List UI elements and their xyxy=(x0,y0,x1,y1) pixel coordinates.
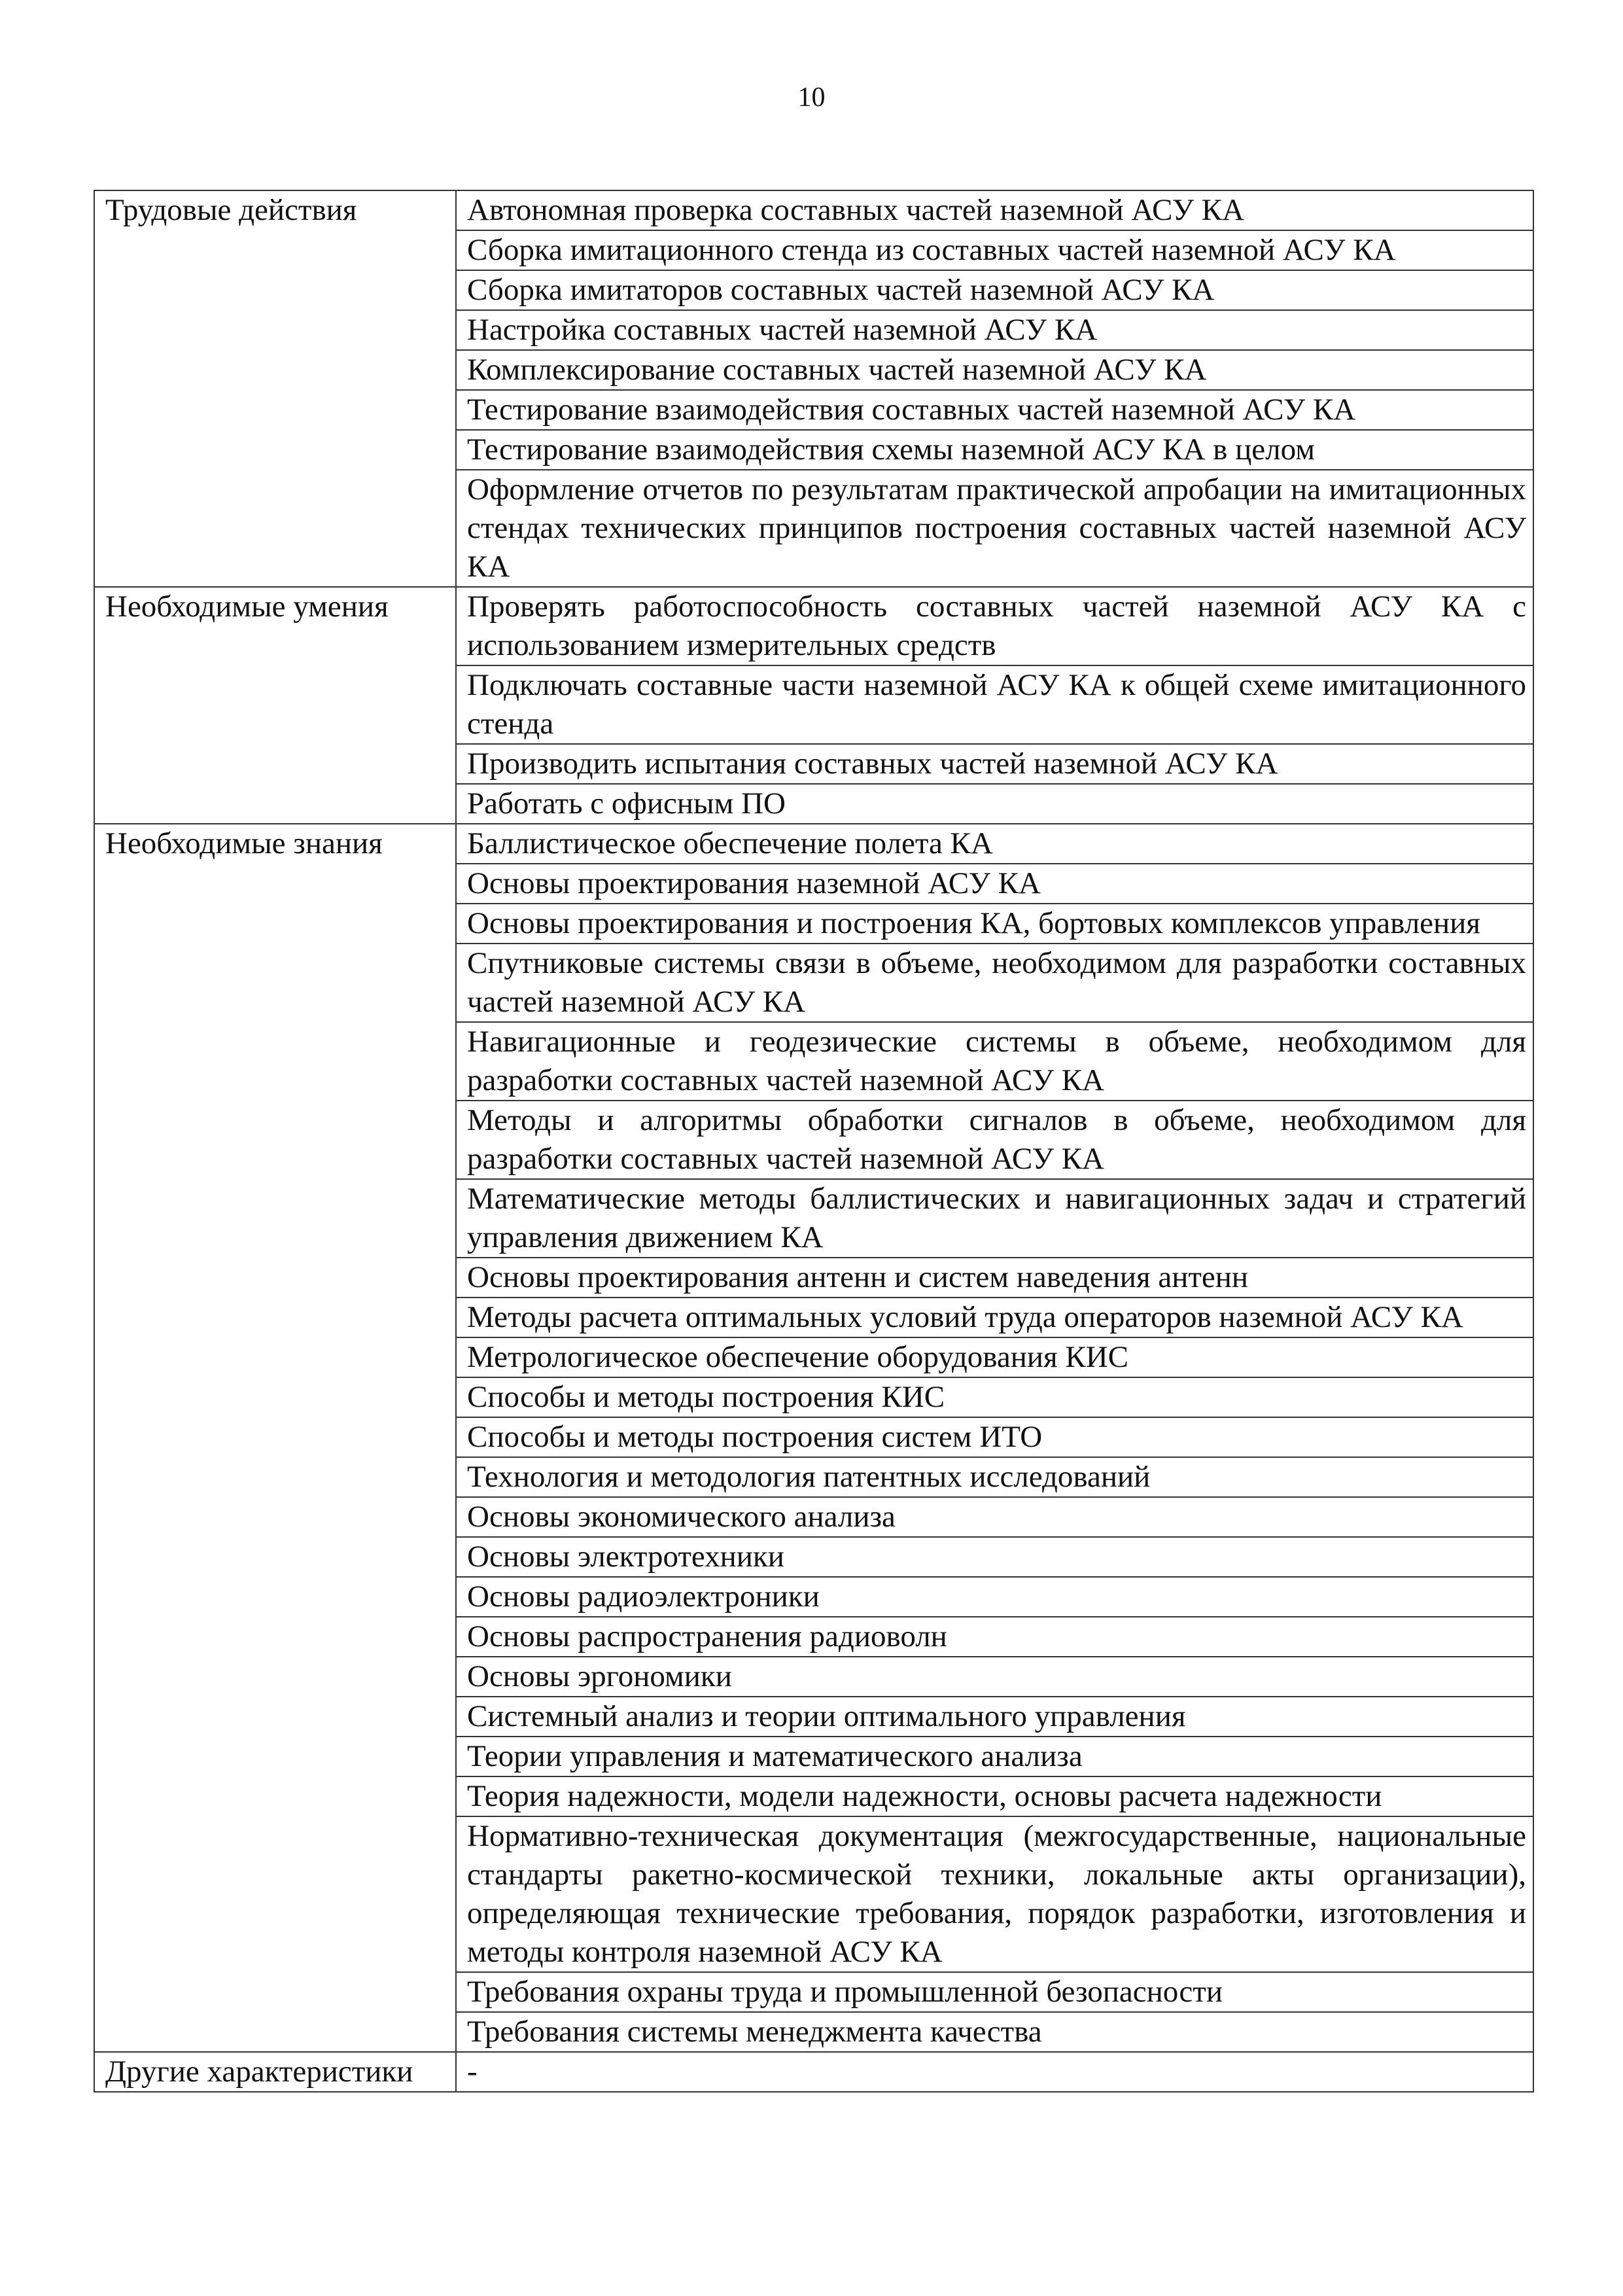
group-item: Спутниковые системы связи в объеме, необходимом для разработки составных частей наземной АСУ КА xyxy=(456,944,1533,1022)
group-item: Основы проектирования наземной АСУ КА xyxy=(456,864,1533,904)
group-item: Основы распространения радиоволн xyxy=(456,1617,1533,1657)
group-item: Автономная проверка составных частей наземной АСУ КА xyxy=(456,190,1533,230)
table-row xyxy=(94,190,1533,230)
group-item: Подключать составные части наземной АСУ КА к общей схеме имитационного стенда xyxy=(456,665,1533,744)
group-item: Требования охраны труда и промышленной безопасности xyxy=(456,1972,1533,2012)
group-item: Основы проектирования антенн и систем наведения антенн xyxy=(456,1258,1533,1298)
group-item: Основы электротехники xyxy=(456,1537,1533,1577)
group-item: Нормативно-техническая документация (межгосударственные, национальные стандарты ракетно-космической техники, локальные акты организации), определяющая технические требования, порядок разработки, изготовления и методы контроля наземной АСУ КА xyxy=(456,1816,1533,1972)
group-item: Математические методы баллистических и навигационных задач и стратегий управления движением КА xyxy=(456,1179,1533,1258)
characteristics-table xyxy=(94,190,1534,2093)
group-item: - xyxy=(456,2052,1533,2092)
group-item: Тестирование взаимодействия составных частей наземной АСУ КА xyxy=(456,390,1533,430)
group-item: Работать с офисным ПО xyxy=(456,784,1533,824)
table-row xyxy=(94,2052,1533,2092)
group-item: Основы экономического анализа xyxy=(456,1497,1533,1537)
group-item: Методы и алгоритмы обработки сигналов в объеме, необходимом для разработки составных частей наземной АСУ КА xyxy=(456,1101,1533,1179)
group-item: Проверять работоспособность составных частей наземной АСУ КА с использованием измерительных средств xyxy=(456,587,1533,665)
group-item: Комплексирование составных частей наземной АСУ КА xyxy=(456,350,1533,390)
group-item: Навигационные и геодезические системы в объеме, необходимом для разработки составных частей наземной АСУ КА xyxy=(456,1022,1533,1101)
group-item: Основы проектирования и построения КА, бортовых комплексов управления xyxy=(456,904,1533,944)
group-item: Метрологическое обеспечение оборудования КИС xyxy=(456,1337,1533,1377)
group-item: Методы расчета оптимальных условий труда операторов наземной АСУ КА xyxy=(456,1298,1533,1337)
group-item: Сборка имитационного стенда из составных частей наземной АСУ КА xyxy=(456,230,1533,270)
group-item: Оформление отчетов по результатам практической апробации на имитационных стендах технических принципов построения составных частей наземной АСУ КА xyxy=(456,470,1533,587)
page-number: 10 xyxy=(797,82,826,113)
table-row xyxy=(94,587,1533,665)
group-item: Способы и методы построения систем ИТО xyxy=(456,1417,1533,1457)
group-item: Сборка имитаторов составных частей наземной АСУ КА xyxy=(456,270,1533,310)
group-label: Необходимые умения xyxy=(94,587,456,824)
group-item: Баллистическое обеспечение полета КА xyxy=(456,824,1533,864)
group-item: Теории управления и математического анализа xyxy=(456,1737,1533,1776)
group-label: Трудовые действия xyxy=(94,190,456,587)
group-item: Основы эргономики xyxy=(456,1657,1533,1697)
group-item: Тестирование взаимодействия схемы наземной АСУ КА в целом xyxy=(456,430,1533,470)
group-item: Требования системы менеджмента качества xyxy=(456,2012,1533,2052)
table-row xyxy=(94,824,1533,864)
group-item: Системный анализ и теории оптимального управления xyxy=(456,1697,1533,1737)
group-item: Основы радиоэлектроники xyxy=(456,1577,1533,1617)
characteristics-table-body xyxy=(94,190,1533,2092)
group-item: Производить испытания составных частей наземной АСУ КА xyxy=(456,744,1533,784)
group-item: Теория надежности, модели надежности, основы расчета надежности xyxy=(456,1776,1533,1816)
group-label: Необходимые знания xyxy=(94,824,456,2052)
group-item: Способы и методы построения КИС xyxy=(456,1377,1533,1417)
group-item: Настройка составных частей наземной АСУ КА xyxy=(456,310,1533,350)
group-label: Другие характеристики xyxy=(94,2052,456,2092)
group-item: Технология и методология патентных исследований xyxy=(456,1457,1533,1497)
